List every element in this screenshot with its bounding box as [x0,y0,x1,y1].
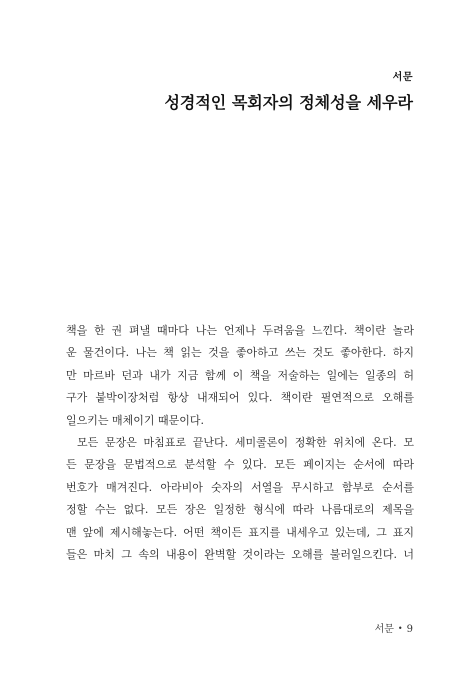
text-line: 들은 마치 그 속의 내용이 완벽할 것이라는 오해를 불러일으킨다. 너 [66,547,414,561]
page-footer [375,620,413,635]
section-label: 서문 [392,72,413,83]
text-line: 든 문장을 문법적으로 분석할 수 있다. 모든 페이지는 순서에 따라 [66,458,414,472]
text-line: 번호가 매겨진다. 아라비아 숫자의 서열을 무시하고 함부로 순서를 [66,480,414,494]
text-line: 만 마르바 던과 내가 지금 함께 이 책을 저술하는 일에는 일종의 허 [66,368,414,382]
text-line: 맨 앞에 제시해놓는다. 어떤 책이든 표지를 내세우고 있는데, 그 표지 [66,525,414,539]
body-text [66,320,414,566]
text-line: 모든 문장은 마침표로 끝난다. 세미콜론이 정확한 위치에 온다. 모 [77,435,414,449]
page-number: 9 [406,624,413,635]
text-line: 구가 붙박이장처럼 항상 내재되어 있다. 책이란 필연적으로 오해를 [66,391,414,405]
text-line: 운 물건이다. 나는 책 읽는 것을 좋아하고 쓰는 것도 좋아한다. 하지 [66,346,414,360]
text-line: 책을 한 권 펴낼 때마다 나는 언제나 두려움을 느낀다. 책이란 놀라 [66,324,414,337]
text-line: 일으키는 매체이기 때문이다. [66,413,205,427]
text-line: 정할 수는 없다. 모든 장은 일정한 형식에 따라 나름대로의 제목을 [66,503,414,517]
running-head: 서문 [374,624,394,635]
chapter-title: 성경적인 목회자의 정체성을 세우라 [164,93,413,112]
bullet-separator: • [397,624,403,633]
